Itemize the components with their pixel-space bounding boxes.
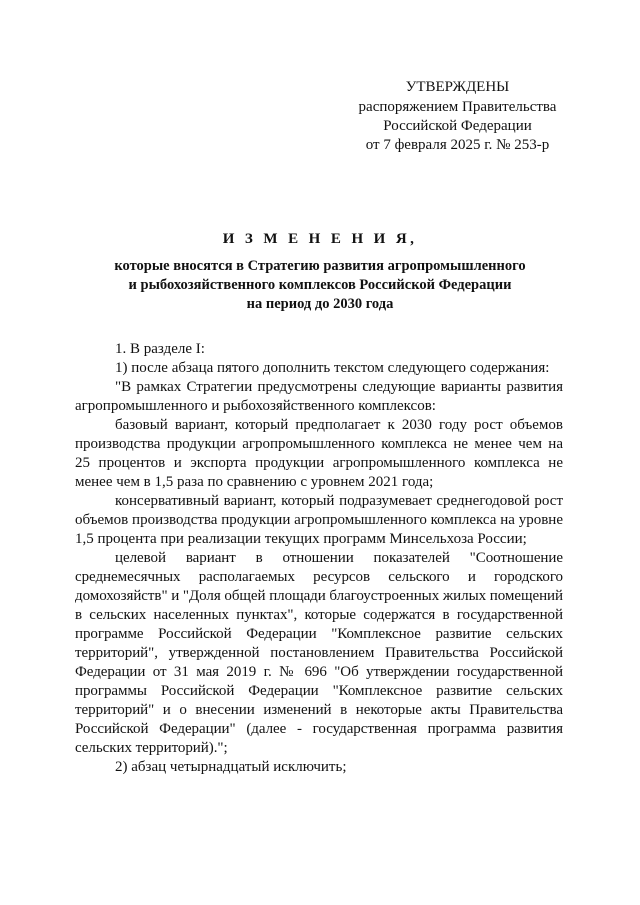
paragraph-section-1: 1. В разделе I: bbox=[115, 341, 205, 357]
paragraph-base-variant: базовый вариант, который предполагает к 2030 году рост объемов производства продукции агропромышленного комплекса не менее чем на 25 процентов и экспорта продукции агропромышленного комплекса не менее чем в 1,5 раза по сравнению с уровнем 2021 года; bbox=[75, 417, 563, 490]
approval-line-1: распоряжением Правительства bbox=[358, 99, 557, 115]
document-subtitle-line-3: на период до 2030 года bbox=[246, 296, 394, 312]
paragraph-item-2: 2) абзац четырнадцатый исключить; bbox=[115, 759, 347, 775]
approval-line-2: Российской Федерации bbox=[383, 118, 532, 134]
document-subtitle-line-2: и рыбохозяйственного комплексов Российской Федерации bbox=[128, 277, 512, 293]
approval-block bbox=[340, 78, 575, 155]
paragraph-quote-intro: "В рамках Стратегии предусмотрены следующие варианты развития агропромышленного и рыбохозяйственного комплексов: bbox=[75, 379, 563, 414]
paragraph-target-variant: целевой вариант в отношении показателей "Соотношение среднемесячных располагаемых ресурсов сельского и городского домохозяйств" и "Доля общей площади благоустроенных жилых помещений в сельских населенных пунктах", которые содержатся в государственной программе Российской Федерации "Комплексное развитие сельских территорий", утвержденной постановлением Правительства Российской Федерации от 31 мая 2019 г. № 696 "Об утверждении государственной программы Российской Федерации "Комплексное развитие сельских территорий" и о внесении изменений в некоторые акты Правительства Российской Федерации" (далее - государственная программа развития сельских территорий)."; bbox=[75, 550, 563, 756]
paragraph-conservative-variant: консервативный вариант, который подразумевает среднегодовой рост объемов производства продукции агропромышленного комплекса на уровне 1,5 процента при реализации текущих программ Минсельхоза России; bbox=[75, 493, 563, 547]
document-title: И З М Е Н Е Н И Я, bbox=[222, 231, 418, 247]
paragraph-item-1: 1) после абзаца пятого дополнить текстом следующего содержания: bbox=[115, 360, 550, 376]
approval-stamp: УТВЕРЖДЕНЫ bbox=[405, 79, 510, 95]
document-subtitle-line-1: которые вносятся в Стратегию развития агропромышленного bbox=[114, 258, 526, 274]
document-body bbox=[75, 340, 563, 777]
document-heading bbox=[80, 229, 560, 314]
approval-line-3: от 7 февраля 2025 г. № 253-р bbox=[365, 137, 550, 153]
